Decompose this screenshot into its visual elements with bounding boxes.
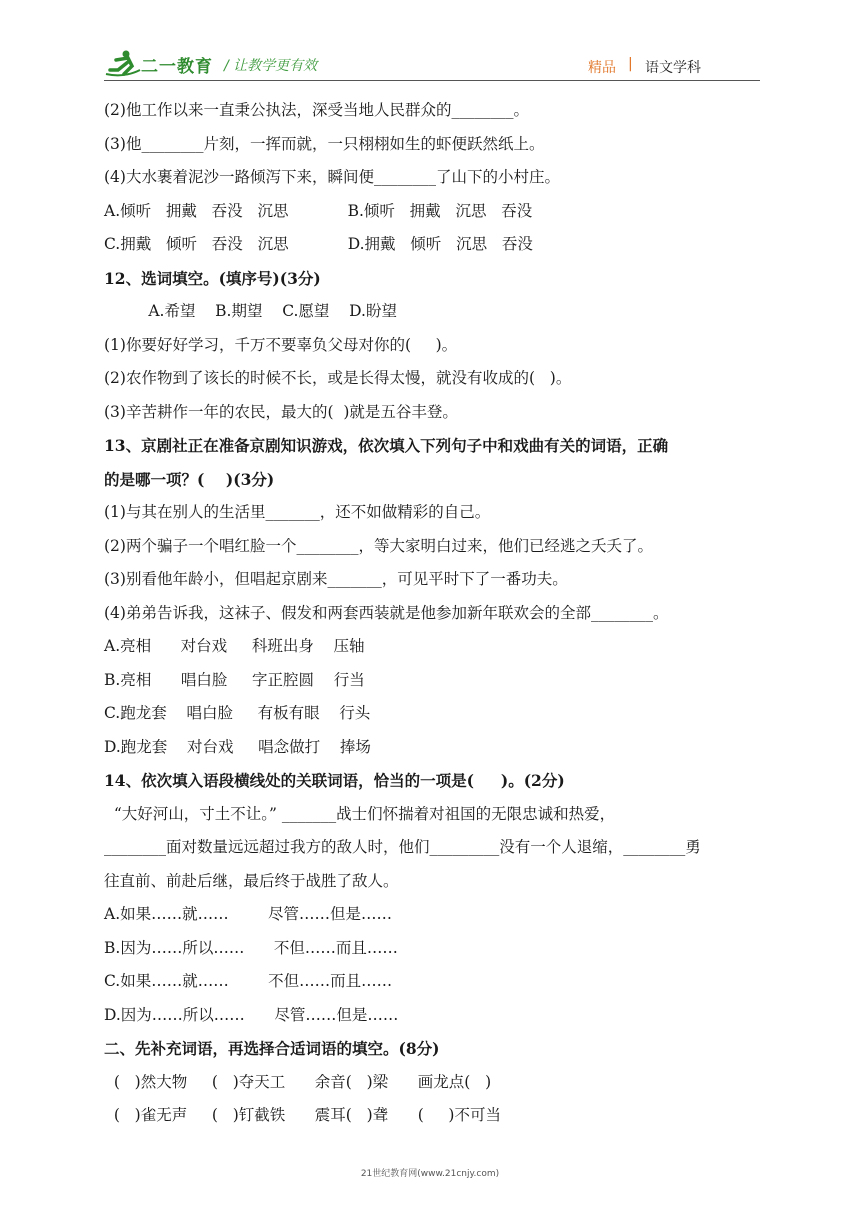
passage-line: ________面对数量远远超过我方的敌人时，他们_________没有一个人退缩，________勇 [104, 838, 701, 856]
passage-line: 往直前、前赴后继，最后终于战胜了敌人。 [104, 871, 399, 890]
option-line: D.因为……所以…… 尽管……但是…… [104, 1005, 399, 1024]
logo-text: 二一教育 [141, 57, 213, 77]
option-line: A.如果……就…… 尽管……但是…… [104, 905, 393, 923]
option-line: A.倾听 拥戴 吞没 沉思 B.倾听 拥戴 沉思 吞没 [104, 201, 533, 220]
option-line: C.拥戴 倾听 吞没 沉思 D.拥戴 倾听 沉思 吞没 [104, 235, 533, 253]
question-line: (2)农作物到了该长的时候不长，或是长得太慢，就没有收成的( )。 [104, 369, 572, 387]
option-line: C.如果……就…… 不但……而且…… [104, 972, 393, 990]
question-line: (4)大水裹着泥沙一路倾泻下来，瞬间便________了山下的小村庄。 [104, 168, 560, 186]
question-line: (3)他________片刻，一挥而就，一只栩栩如生的虾便跃然纸上。 [104, 134, 545, 153]
slogan: / 让教学更有效 [224, 58, 318, 74]
option-line: A.希望 B.期望 C.愿望 D.盼望 [104, 302, 397, 320]
page-footer: 21世纪教育网(www.21cnjy.com) [360, 1169, 500, 1179]
question-line: (1)你要好好学习，千万不要辜负父母对你的( )。 [104, 335, 458, 354]
idiom-line: ( )然大物 ( )夺天工 余音( )梁 画龙点( ) [104, 1072, 492, 1091]
option-line: B.亮相 唱白脸 字正腔圆 行当 [104, 670, 365, 689]
question-line: (1)与其在别人的生活里_______，还不如做精彩的自己。 [104, 503, 491, 521]
question-heading: 14、依次填入语段横线处的关联词语，恰当的一项是( )。(2分) [104, 771, 565, 790]
question-line: (3)辛苦耕作一年的农民，最大的( )就是五谷丰登。 [104, 402, 458, 421]
header-rule [104, 80, 760, 81]
option-line: B.因为……所以…… 不但……而且…… [104, 938, 398, 957]
header-separator: | [628, 56, 633, 72]
passage-line: “大好河山，寸土不让。” _______战士们怀揣着对祖国的无限忠诚和热爱， [104, 804, 616, 823]
question-heading: 的是哪一项？( )(3分) [104, 469, 275, 489]
question-line: (4)弟弟告诉我，这袜子、假发和两套西装就是他参加新年联欢会的全部________。 [104, 603, 669, 622]
option-line: A.亮相 对台戏 科班出身 压轴 [104, 637, 365, 655]
quality-badge: 精品 [588, 60, 616, 76]
document-body [104, 94, 764, 1133]
option-line: D.跑龙套 对台戏 唱念做打 捧场 [104, 737, 371, 756]
question-heading: 13、京剧社正在准备京剧知识游戏，依次填入下列句子中和戏曲有关的词语，正确 [104, 436, 669, 455]
option-line: C.跑龙套 唱白脸 有板有眼 行头 [104, 704, 371, 722]
question-heading: 12、选词填空。(填序号)(3分) [104, 268, 321, 288]
question-line: (2)他工作以来一直秉公执法，深受当地人民群众的________。 [104, 101, 529, 119]
question-line: (2)两个骗子一个唱红脸一个________，等大家明白过来，他们已经逃之夭夭了。 [104, 536, 653, 555]
idiom-line: ( )雀无声 ( )钉截铁 震耳( )聋 ( )不可当 [104, 1106, 501, 1124]
question-line: (3)别看他年龄小，但唱起京剧来_______，可见平时下了一番功夫。 [104, 570, 568, 588]
page-header [0, 0, 860, 90]
subject-label: 语文学科 [645, 60, 701, 76]
section-heading: 二、先补充词语，再选择合适词语的填空。(8分) [104, 1039, 440, 1058]
